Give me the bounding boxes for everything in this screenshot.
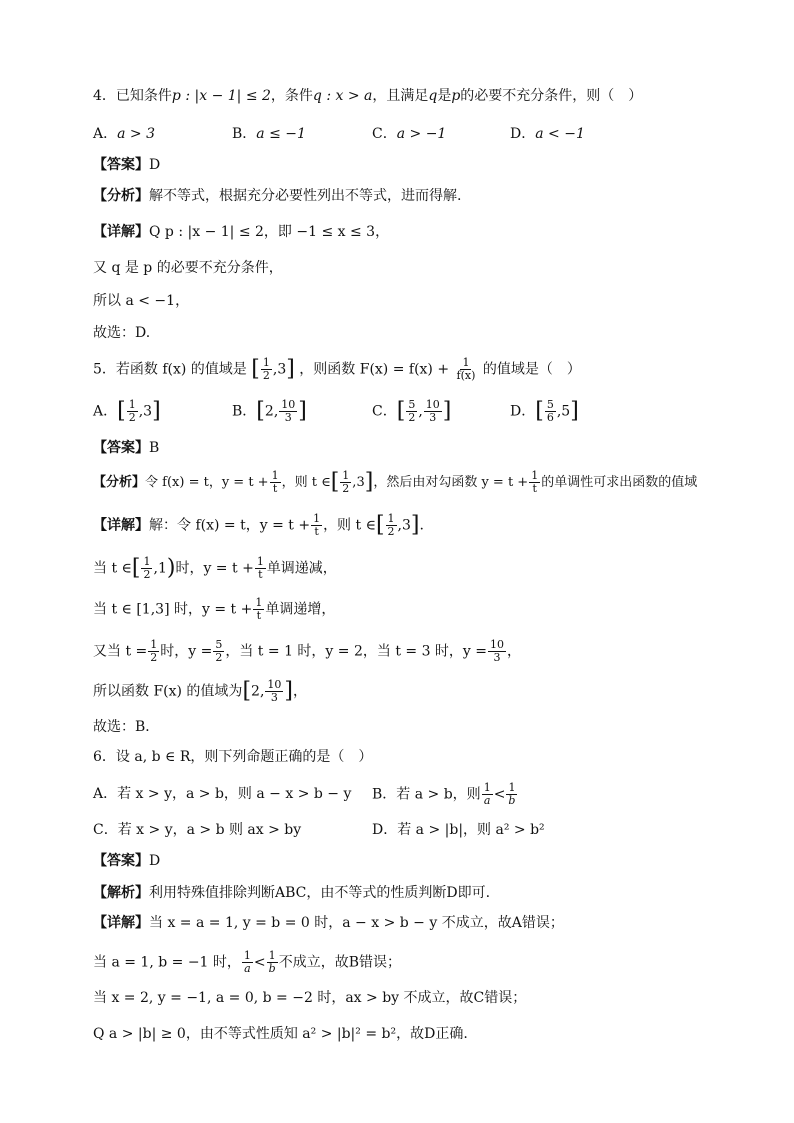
q4-option-c: C．a > −1 xyxy=(372,126,447,142)
q5-option-b: B．[2, $\frac{10}{3}$ ] xyxy=(232,398,307,424)
q6-option-b: B．若 a > b，则 $\frac{1}{a}$ < $\frac{1}{b}$ xyxy=(372,781,516,807)
q5-detail-line-4: 又当 t = $\frac{1}{2}$ 时，y = $\frac{5}{2}$ ，当 t = 1 时，y = 2，当 t = 3 时，y = $\frac{10}{3}$ ， xyxy=(93,638,522,664)
q4-stem-mid3: 是 xyxy=(437,88,452,104)
q5-detail-line-5: 所以函数 F(x) 的值域为[2, $\frac{10}{3}$ ]， xyxy=(93,678,307,704)
q5-answer: 【答案】B xyxy=(93,440,160,456)
q5-detail-line-3: 当 t ∈ [1,3] 时，y = t + $\frac{1}{t}$ 单调递增， xyxy=(93,596,336,622)
q4-stem-mid: ，条件 xyxy=(270,88,313,104)
q5-option-c: C．[ $\frac{5}{2}$ , $\frac{10}{3}$ ] xyxy=(372,398,452,424)
q4-q-symbol: q xyxy=(428,88,438,104)
q4-stem-prefix: 4．已知条件 xyxy=(93,88,172,104)
q4-detail-line-2: 又 q 是 p 的必要不充分条件， xyxy=(93,260,283,276)
q6-detail-line-2: 当 a = 1, b = −1 时， $\frac{1}{a}$ < $\frac{1}{b}$ 不成立，故B错误； xyxy=(93,949,401,975)
q4-stem-suffix: 的必要不充分条件，则（ ） xyxy=(460,88,643,104)
q4-stem-mid2: ，且满足 xyxy=(372,88,429,104)
q4-detail-line-1: 【详解】Q p : |x − 1| ≤ 2，即 −1 ≤ x ≤ 3， xyxy=(93,224,390,240)
q4-detail-line-3: 所以 a < −1， xyxy=(93,293,190,309)
q5-stem: 5．若函数 f(x) 的值域是 [ $\frac{1}{2}$ ,3] ，则函数 F(x) = f(x) + $\frac{1}{f(x)}$ 的值域是（ ） xyxy=(93,356,581,382)
q6-option-c: C．若 x > y，a > b 则 ax > by xyxy=(93,822,302,838)
q4-option-a: A．a > 3 xyxy=(93,126,156,142)
q6-option-d: D．若 a > |b|，则 a² > b² xyxy=(372,822,545,838)
q5-detail-line-6: 故选：B． xyxy=(93,719,160,735)
q4-stem xyxy=(93,86,642,106)
q6-detail-line-4: Q a > |b| ≥ 0，由不等式性质知 a² > |b|² = b²，故D正确. xyxy=(93,1026,468,1042)
q4-option-d: D．a < −1 xyxy=(510,126,585,142)
q5-option-a: A．[ $\frac{1}{2}$ ,3] xyxy=(93,398,161,424)
q4-condition-p: p : |x − 1| ≤ 2 xyxy=(171,88,271,104)
q6-answer: 【答案】D xyxy=(93,853,161,869)
q6-analysis: 【解析】利用特殊值排除判断ABC，由不等式的性质判断D即可. xyxy=(93,885,491,901)
q5-analysis: 【分析】令 f(x) = t，y = t + $\frac{1}{t}$ ，则 t ∈[ $\frac{1}{2}$ ,3]，然后由对勾函数 y = t + $\frac{1}{t}$ 的单调性可求出函数的值域 xyxy=(93,469,698,495)
q4-condition-q: q : x > a xyxy=(312,88,373,104)
q6-detail-line-3: 当 x = 2, y = −1, a = 0, b = −2 时，ax > by 不成立，故C错误； xyxy=(93,990,527,1006)
q6-detail-line-1: 【详解】当 x = a = 1, y = b = 0 时，a − x > b − y 不成立，故A错误； xyxy=(93,915,564,931)
q5-detail-line-2: 当 t ∈[ $\frac{1}{2}$ ,1)时，y = t + $\frac{1}{t}$ 单调递减， xyxy=(93,555,337,581)
q4-p-symbol: p xyxy=(451,88,461,104)
q4-analysis: 【分析】解不等式，根据充分必要性列出不等式，进而得解. xyxy=(93,188,462,204)
q4-answer: 【答案】D xyxy=(93,157,161,173)
q4-option-b: B．a ≤ −1 xyxy=(232,126,306,142)
q4-detail-line-4: 故选：D. xyxy=(93,325,151,341)
q6-stem: 6．设 a, b ∈ R，则下列命题正确的是（ ） xyxy=(93,749,373,765)
q5-option-d: D．[ $\frac{5}{6}$ ,5] xyxy=(510,398,579,424)
q6-option-a: A．若 x > y，a > b，则 a − x > b − y xyxy=(93,786,352,802)
q5-detail-line-1: 【详解】解：令 f(x) = t，y = t + $\frac{1}{t}$ ，则 t ∈[ $\frac{1}{2}$ ,3]. xyxy=(93,512,424,538)
